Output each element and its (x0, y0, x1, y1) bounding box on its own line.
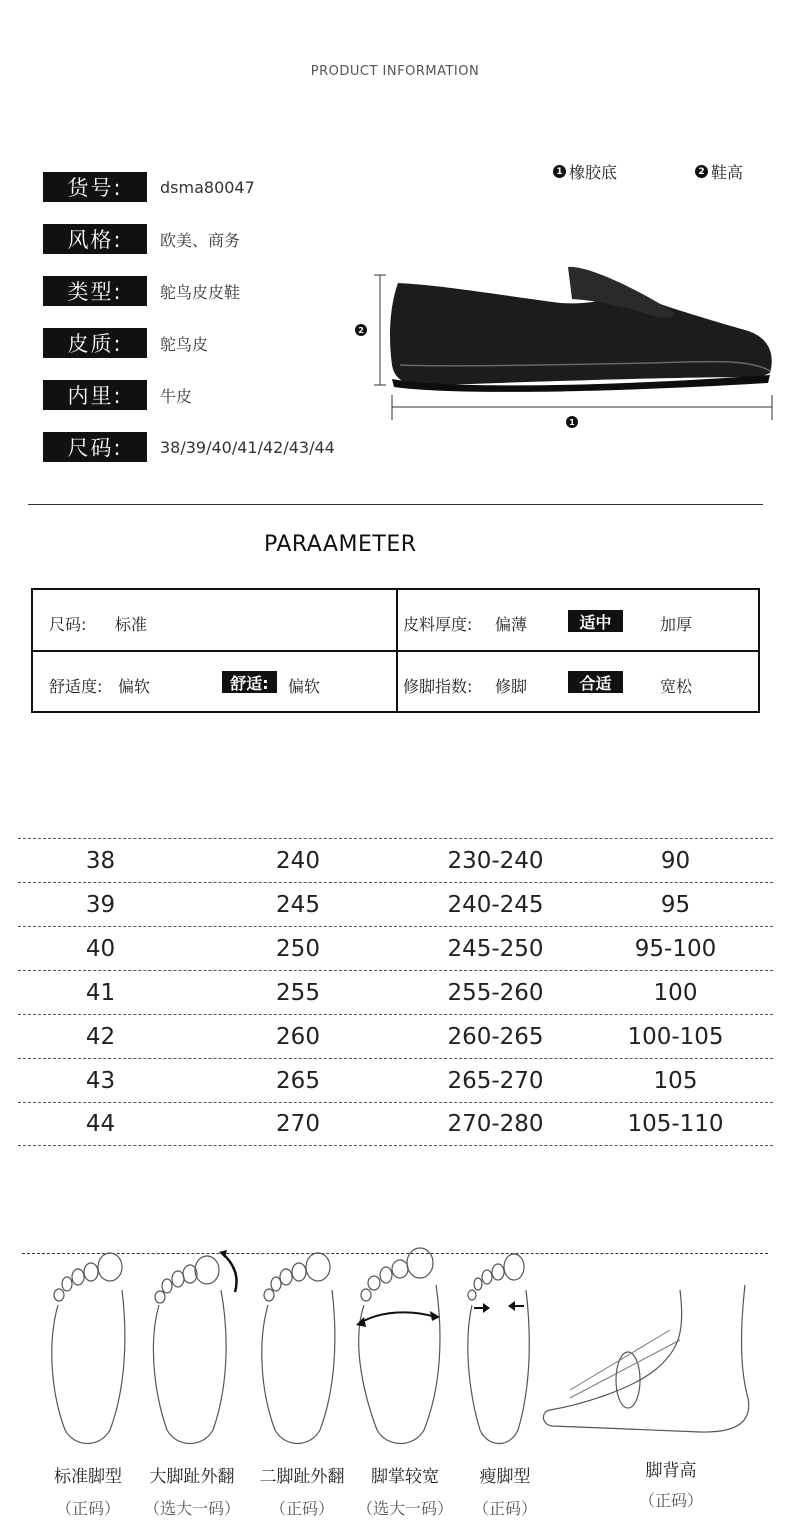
size-cell: 270 (276, 1111, 320, 1137)
size-cell: 43 (85, 1067, 116, 1094)
foot-size-advice: （选大一码） (356, 1499, 453, 1518)
size-cell: 38 (85, 847, 116, 874)
size-cell: 265 (276, 1067, 320, 1094)
size-cell: 90 (660, 847, 691, 874)
foot-size-advice: （正码） (55, 1499, 120, 1518)
size-cell: 44 (85, 1111, 116, 1137)
table-row (18, 1102, 773, 1146)
thickness-medium-badge: 适中 (568, 610, 623, 632)
table-row (18, 970, 773, 1014)
size-cell: 41 (85, 979, 116, 1006)
spec-label: 皮质: (43, 328, 147, 358)
size-cell: 255-260 (447, 979, 544, 1006)
size-cell: 95 (660, 891, 691, 918)
legend-sole (553, 160, 617, 183)
size-cell: 40 (85, 935, 116, 962)
foot-type-label: 脚掌较宽 (371, 1467, 439, 1487)
spec-value: 38/39/40/41/42/43/44 (160, 437, 335, 457)
size-cell: 100-105 (627, 1023, 724, 1050)
size-cell: 105 (653, 1067, 698, 1094)
spec-row-leather (43, 328, 208, 358)
parameter-table (31, 588, 760, 713)
size-table (18, 838, 773, 1146)
spec-label: 货号: (43, 172, 147, 202)
size-cell: 260-265 (447, 1023, 544, 1050)
size-cell: 250 (276, 935, 320, 962)
shoe-diagram (350, 255, 780, 435)
spec-label: 风格: (43, 224, 147, 254)
foot-type-label: 脚背高 (645, 1461, 697, 1481)
spec-row-sizes (43, 432, 335, 462)
spec-value: 鸵鸟皮 (160, 334, 209, 354)
size-label: 尺码: (49, 615, 87, 634)
section-divider (28, 504, 763, 505)
thickness-thin: 偏薄 (495, 615, 528, 634)
foot-type-label: 瘦脚型 (479, 1467, 531, 1487)
foot-size-advice: （选大一码） (143, 1499, 240, 1518)
spec-label: 尺码: (43, 432, 147, 462)
length-marker-number: 1 (569, 418, 575, 427)
legend-label: 橡胶底 (569, 163, 618, 182)
legend-height (695, 160, 743, 183)
spec-label: 内里: (43, 380, 147, 410)
foot-size-advice: （正码） (269, 1499, 334, 1518)
size-cell: 42 (85, 1023, 116, 1050)
foot-type-label: 标准脚型 (54, 1467, 122, 1487)
thickness-label: 皮料厚度: (403, 615, 473, 634)
size-value: 标准 (115, 615, 148, 634)
thickness-thick: 加厚 (660, 615, 693, 634)
size-cell: 245 (276, 891, 320, 918)
size-cell: 240 (276, 847, 320, 874)
comfort-comfortable-badge: 舒适: (222, 671, 277, 693)
size-cell: 240-245 (447, 891, 544, 918)
bunion-foot-icon (145, 1250, 245, 1450)
table-row (18, 1014, 773, 1058)
fit-label: 修脚指数: (403, 677, 473, 696)
comfort-soft: 偏软 (118, 677, 151, 696)
wide-foot-icon (352, 1245, 447, 1450)
second-toe-foot-icon (250, 1250, 345, 1450)
size-cell: 270-280 (447, 1111, 544, 1137)
high-instep-foot-icon (540, 1280, 760, 1445)
table-row (18, 838, 773, 882)
number-badge: 1 (553, 165, 566, 178)
header-title: PRODUCT INFORMATION (310, 64, 480, 79)
fit-loose: 宽松 (660, 677, 693, 696)
spec-row-lining (43, 380, 192, 410)
fit-suitable-badge: 合适 (568, 671, 623, 693)
spec-row-style (43, 224, 240, 254)
number-badge: 2 (695, 165, 708, 178)
spec-value: 欧美、商务 (160, 230, 241, 250)
spec-row-type (43, 276, 240, 306)
fit-slim: 修脚 (495, 677, 528, 696)
parameter-title: PARAAMETER (264, 532, 417, 557)
size-cell: 105-110 (627, 1111, 724, 1137)
spec-label: 类型: (43, 276, 147, 306)
comfort-soft-2: 偏软 (288, 677, 321, 696)
table-row (18, 882, 773, 926)
comfort-label: 舒适度: (49, 677, 103, 696)
foot-size-advice: （正码） (472, 1499, 537, 1518)
standard-foot-icon (40, 1250, 135, 1450)
table-row (18, 926, 773, 970)
foot-type-label: 大脚趾外翻 (149, 1467, 235, 1487)
height-marker-number: 2 (358, 326, 364, 335)
size-cell: 260 (276, 1023, 320, 1050)
spec-row-item-number (43, 172, 255, 202)
slim-foot-icon (458, 1250, 543, 1450)
foot-size-advice: （正码） (638, 1491, 703, 1510)
legend-label: 鞋高 (711, 163, 744, 182)
table-row (18, 1058, 773, 1102)
size-cell: 265-270 (447, 1067, 544, 1094)
size-cell: 95-100 (634, 935, 717, 962)
spec-value: 鸵鸟皮皮鞋 (160, 282, 241, 302)
size-cell: 230-240 (447, 847, 544, 874)
spec-value: dsma80047 (160, 177, 255, 197)
size-cell: 255 (276, 979, 320, 1006)
foot-type-label: 二脚趾外翻 (259, 1467, 345, 1487)
size-cell: 245-250 (447, 935, 544, 962)
spec-value: 牛皮 (160, 386, 193, 406)
size-cell: 39 (85, 891, 116, 918)
size-cell: 100 (653, 979, 698, 1006)
